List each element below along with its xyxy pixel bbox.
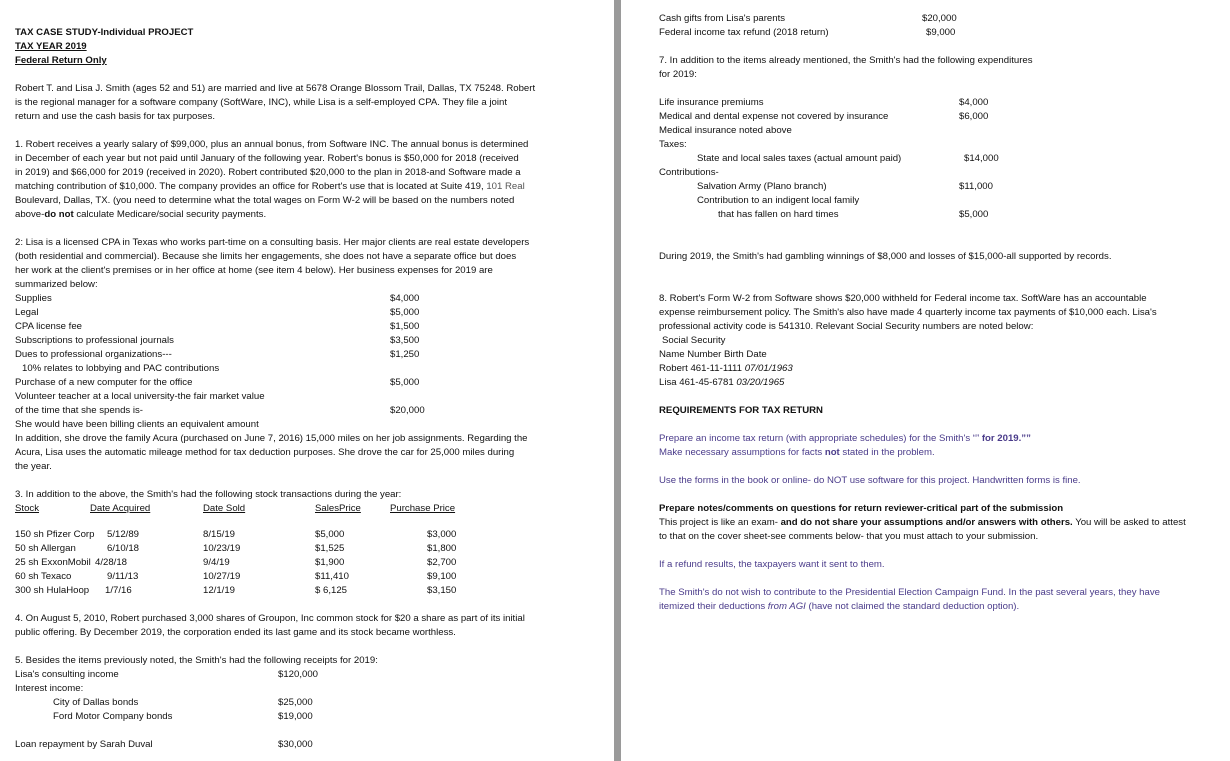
auto-line: the year. [15, 461, 52, 472]
item1-line: in December of each year but not paid until January of the following year. Robert's bonus is $50,000 for 2018 (received [15, 153, 519, 164]
lisa-dob: 03/20/1965 [736, 377, 785, 388]
refund-note: If a refund results, the taxpayers want it sent to them. [659, 559, 885, 570]
item1-text: calculate Medicare/social security payments. [73, 209, 267, 220]
stock-name: 300 sh HulaHoop [15, 585, 90, 596]
contributions-label: Contributions- [659, 167, 719, 178]
do-not-emphasis: do not [44, 209, 74, 220]
stock-acquired: 6/10/18 [107, 543, 140, 554]
lisa-ss-row [659, 377, 784, 388]
expense-label: CPA license fee [15, 321, 83, 332]
not-emphasis: not [824, 447, 840, 458]
stock-name: 50 sh Allergan [15, 543, 76, 554]
expense-label: Supplies [15, 293, 52, 304]
notes-emphasis: and do not share your assumptions and/or answers with others. [780, 517, 1073, 528]
prepare-year: for 2019.”” [981, 433, 1031, 444]
notes-text: This project is like an exam- [659, 517, 781, 528]
campaign-text: (have not claimed the standard deduction option). [805, 601, 1020, 612]
auto-line: In addition, she drove the family Acura (purchased on June 7, 2016) 15,000 miles on her job assignments. Regarding the [15, 433, 528, 444]
expense-amount: $5,000 [390, 307, 420, 318]
from-agi: from AGI [767, 601, 806, 612]
assumptions-line [659, 447, 935, 458]
intro-line: Robert T. and Lisa J. Smith (ages 52 and 51) are married and live at 5678 Orange Blossom Trail, Dallas, TX 75248. Robert [15, 83, 536, 94]
stock-sale: $1,900 [315, 557, 345, 568]
city-bonds-amount: $25,000 [278, 697, 313, 708]
stock-sold: 10/27/19 [203, 571, 241, 582]
assumptions-text: stated in the problem. [839, 447, 935, 458]
campaign-line [659, 601, 1019, 612]
prepare-text: Prepare an income tax return (with appropriate schedules) for the Smith's “” [659, 433, 982, 444]
expense-amount: $3,500 [390, 335, 420, 346]
col-header-stock: Stock [15, 503, 39, 514]
ss-title: Social Security [662, 335, 726, 346]
ford-bonds-amount: $19,000 [278, 711, 313, 722]
stock-cost: $9,100 [427, 571, 457, 582]
intro-line: is the regional manager for a software company (SoftWare, INC), while Lisa is a self-employed CPA. They file a joint [15, 97, 507, 108]
item7-line: 7. In addition to the items already mentioned, the Smith's had the following expenditures [659, 55, 1033, 66]
stock-acquired: 5/12/89 [107, 529, 140, 540]
requirements-heading: REQUIREMENTS FOR TAX RETURN [659, 405, 823, 416]
stock-sold: 12/1/19 [203, 585, 236, 596]
item8-line: 8. Robert's Form W-2 from Software shows $20,000 withheld for Federal income tax. SoftWare has an accountable [659, 293, 1147, 304]
item8-line: expense reimbursement policy. The Smith's also have made 4 quarterly income tax payments of $10,000 each. Lisa's [659, 307, 1157, 318]
stock-name: 150 sh Pfizer Corp [15, 529, 95, 540]
salvation-amount: $11,000 [959, 181, 993, 192]
campaign-line: The Smith's do not wish to contribute to the Presidential Election Campaign Fund. In the past several years, they have [659, 587, 1160, 598]
computer-amount: $5,000 [390, 377, 420, 388]
ss-header: Name Number Birth Date [659, 349, 767, 360]
item2-line: summarized below: [15, 279, 98, 290]
expense-label: Subscriptions to professional journals [15, 335, 174, 346]
stock-acquired: 1/7/16 [105, 585, 132, 596]
family-contribution-line: that has fallen on hard times [718, 209, 839, 220]
refund-label: Federal income tax refund (2018 return) [659, 27, 829, 38]
stock-acquired: 9/11/13 [107, 571, 139, 582]
family-contribution-line: Contribution to an indigent local family [697, 195, 860, 206]
medical-amount: $6,000 [959, 111, 989, 122]
stock-sale: $ 6,125 [315, 585, 348, 596]
notes-text: You will be asked to attest [1072, 517, 1186, 528]
lisa-ss: Lisa 461-45-6781 [659, 377, 737, 388]
notes-line [659, 517, 1186, 528]
stock-cost: $3,150 [427, 585, 457, 596]
salvation-label: Salvation Army (Plano branch) [697, 181, 827, 192]
expense-amount: $1,500 [390, 321, 420, 332]
expense-amount: $1,250 [390, 349, 420, 360]
notes-line: to that on the cover sheet-see comments below- that you must attach to your submission. [659, 531, 1039, 542]
stock-sold: 9/4/19 [203, 557, 230, 568]
col-header-purchase-price: Purchase Price [390, 503, 456, 514]
page-divider [614, 0, 621, 761]
interest-label: Interest income: [15, 683, 84, 694]
case-study-title: TAX CASE STUDY-Individual PROJECT [15, 27, 194, 38]
taxes-label: Taxes: [659, 139, 687, 150]
notes-heading: Prepare notes/comments on questions for return reviewer-critical part of the submission [659, 503, 1064, 514]
computer-label: Purchase of a new computer for the office [15, 377, 193, 388]
volunteer-line: She would have been billing clients an equivalent amount [15, 419, 259, 430]
medical-insurance-label: Medical insurance noted above [659, 125, 792, 136]
expense-label: Legal [15, 307, 39, 318]
consulting-label: Lisa's consulting income [15, 669, 119, 680]
item1-line: Boulevard, Dallas, TX. (you need to determine what the total wages on Form W-2 will be based on the numbers noted [15, 195, 515, 206]
item1-line: 1. Robert receives a yearly salary of $99,000, plus an annual bonus, from Software INC. The annual bonus is determined [15, 139, 529, 150]
city-bonds-label: City of Dallas bonds [53, 697, 139, 708]
item1-line: in 2019) and $66,000 for 2019 (received in 2020). Robert contributed $20,000 to the plan in 2018-and Software made a [15, 167, 521, 178]
forms-line: Use the forms in the book or online- do NOT use software for this project. Handwritten forms is fine. [659, 475, 1081, 486]
gifts-label: Cash gifts from Lisa's parents [659, 13, 786, 24]
stock-cost: $2,700 [427, 557, 457, 568]
robert-ss-row [659, 363, 793, 374]
loan-label: Loan repayment by Sarah Duval [15, 739, 153, 750]
volunteer-amount: $20,000 [390, 405, 425, 416]
prepare-line [659, 433, 1031, 444]
stock-sale: $11,410 [315, 571, 349, 582]
volunteer-line: Volunteer teacher at a local university-the fair market value [15, 391, 265, 402]
item2-line: 2: Lisa is a licensed CPA in Texas who works part-time on a consulting basis. Her major clients are real estate developers [15, 237, 530, 248]
robert-ss: Robert 461-11-1111 [659, 363, 745, 374]
office-address: 101 Real [486, 181, 525, 192]
item7-line: for 2019: [659, 69, 697, 80]
volunteer-line: of the time that she spends is- [15, 405, 143, 416]
col-header-sales-price: SalesPrice [315, 503, 361, 514]
return-type: Federal Return Only [15, 55, 107, 66]
gambling-line: During 2019, the Smith's had gambling winnings of $8,000 and losses of $15,000-all supported by records. [659, 251, 1112, 262]
stock-cost: $3,000 [427, 529, 457, 540]
stock-sale: $5,000 [315, 529, 345, 540]
dues-note: 10% relates to lobbying and PAC contributions [22, 363, 220, 374]
col-header-date-sold: Date Sold [203, 503, 246, 514]
intro-line: return and use the cash basis for tax purposes. [15, 111, 215, 122]
life-insurance-amount: $4,000 [959, 97, 989, 108]
stock-name: 60 sh Texaco [15, 571, 72, 582]
campaign-text: itemized their deductions [659, 601, 768, 612]
stock-cost: $1,800 [427, 543, 457, 554]
auto-line: Acura, Lisa uses the automatic mileage method for tax deduction purposes. She drove the car for 25,000 miles during [15, 447, 515, 458]
item2-line: (both residential and commercial). Because she limits her engagements, she does not have a separate office but does [15, 251, 517, 262]
item5-intro: 5. Besides the items previously noted, the Smith's had the following receipts for 2019: [15, 655, 378, 666]
stock-sale: $1,525 [315, 543, 345, 554]
gifts-amount: $20,000 [922, 13, 957, 24]
medical-label: Medical and dental expense not covered by insurance [659, 111, 889, 122]
ford-bonds-label: Ford Motor Company bonds [53, 711, 173, 722]
item1-line [15, 209, 266, 220]
item1-text: above- [15, 209, 45, 220]
col-header-date-acquired: Date Acquired [90, 503, 151, 514]
tax-year: TAX YEAR 2019 [15, 41, 87, 52]
assumptions-text: Make necessary assumptions for facts [659, 447, 825, 458]
state-tax-label: State and local sales taxes (actual amount paid) [697, 153, 902, 164]
refund-amount: $9,000 [926, 27, 956, 38]
item4-line: public offering. By December 2019, the corporation ended its last game and its stock became worthless. [15, 627, 456, 638]
life-insurance-label: Life insurance premiums [659, 97, 764, 108]
stock-name: 25 sh ExxonMobil [15, 557, 91, 568]
stock-sold: 10/23/19 [203, 543, 241, 554]
item8-line: professional activity code is 541310. Relevant Social Security numbers are noted below: [659, 321, 1034, 332]
loan-amount: $30,000 [278, 739, 313, 750]
item2-line: her work at the client's premises or in her office at home (see item 4 below). Her business expenses for 2019 are [15, 265, 493, 276]
expense-label: Dues to professional organizations--- [15, 349, 172, 360]
family-contribution-amount: $5,000 [959, 209, 989, 220]
stock-sold: 8/15/19 [203, 529, 236, 540]
state-tax-amount: $14,000 [964, 153, 999, 164]
stock-acquired: 4/28/18 [95, 557, 128, 568]
expense-amount: $4,000 [390, 293, 420, 304]
item1-line-text: matching contribution of $10,000. The company provides an office for Robert's use that is located at Suite 419, [15, 181, 484, 192]
item3-intro: 3. In addition to the above, the Smith's had the following stock transactions during the year: [15, 489, 402, 500]
consulting-amount: $120,000 [278, 669, 319, 680]
item4-line: 4. On August 5, 2010, Robert purchased 3,000 shares of Groupon, Inc common stock for $20 a share as part of its initial [15, 613, 525, 624]
robert-dob: 07/01/1963 [744, 363, 793, 374]
item1-line [15, 181, 525, 192]
